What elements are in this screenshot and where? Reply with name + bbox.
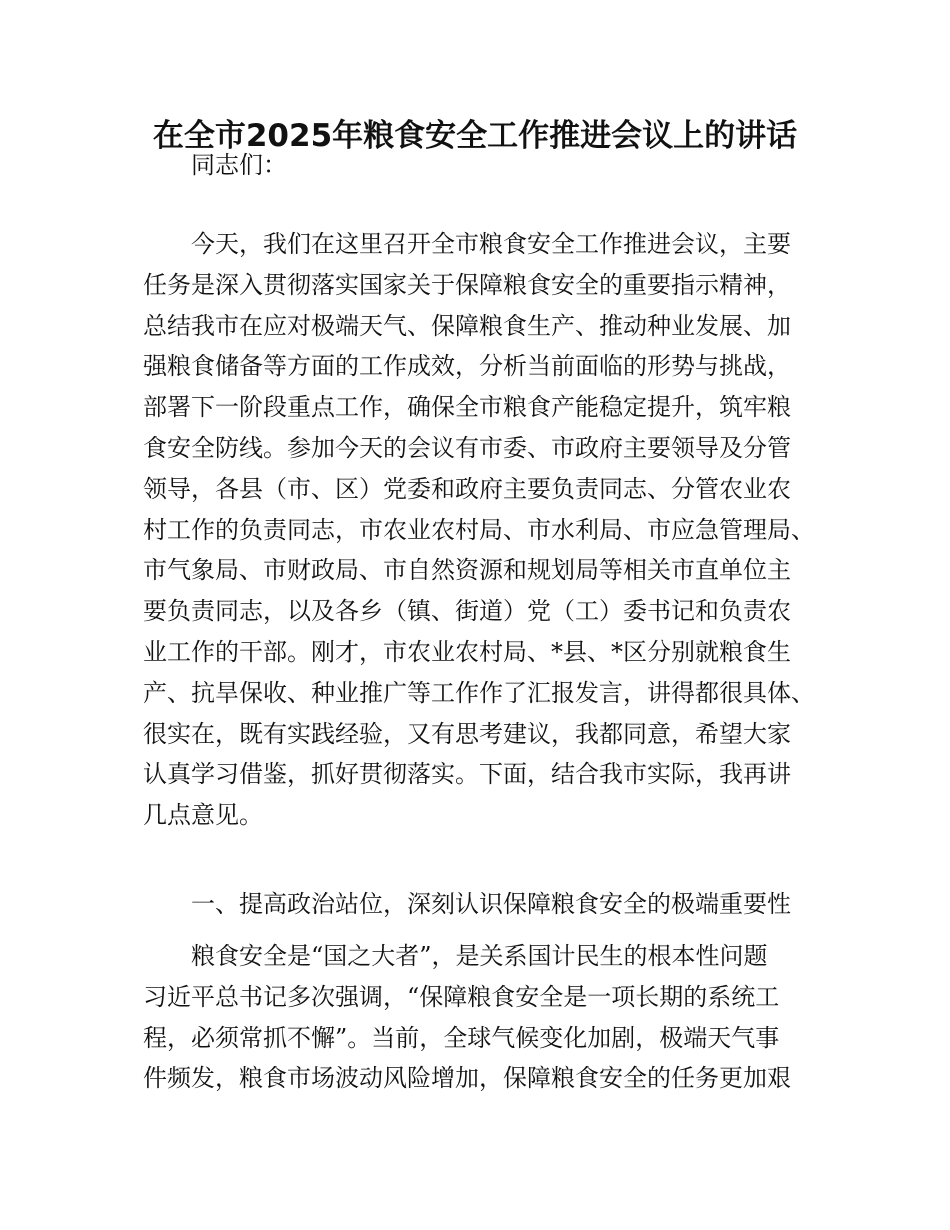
paragraph-1-line: 总结我市在应对极端天气、保障粮食生产、推动种业发展、加	[143, 311, 791, 340]
greeting: 同志们：	[191, 151, 287, 179]
paragraph-1-line: 业工作的干部。刚才，市农业农村局、*县、*区分别就粮食生	[143, 637, 791, 666]
paragraph-1-line: 产、抗旱保收、种业推广等工作作了汇报发言，讲得都很具体、	[143, 678, 815, 707]
paragraph-1-line: 几点意见。	[143, 801, 263, 830]
paragraph-1-line: 认真学习借鉴，抓好贯彻落实。下面，结合我市实际，我再讲	[143, 760, 791, 789]
paragraph-1-line: 市气象局、市财政局、市自然资源和规划局等相关市直单位主	[143, 556, 791, 585]
paragraph-2	[143, 936, 823, 1099]
paragraph-1	[143, 224, 823, 836]
paragraph-1-line: 很实在，既有实践经验，又有思考建议，我都同意，希望大家	[143, 719, 791, 748]
paragraph-1-line: 今天，我们在这里召开全市粮食安全工作推进会议，主要	[191, 230, 791, 258]
paragraph-2-line: 程，必须常抓不懈”。当前，全球气候变化加剧，极端天气事	[143, 1023, 780, 1052]
paragraph-2-line: 件频发，粮食市场波动风险增加，保障粮食安全的任务更加艰	[143, 1064, 791, 1093]
paragraph-2-line: 习近平总书记多次强调，“保障粮食安全是一项长期的系统工	[143, 982, 780, 1011]
paragraph-1-line: 食安全防线。参加今天的会议有市委、市政府主要领导及分管	[143, 433, 791, 462]
paragraph-2-line: 粮食安全是“国之大者”，是关系国计民生的根本性问题	[191, 942, 768, 970]
paragraph-1-line: 强粮食储备等方面的工作成效，分析当前面临的形势与挑战，	[143, 352, 791, 381]
paragraph-1-line: 要负责同志，以及各乡（镇、街道）党（工）委书记和负责农	[143, 597, 791, 626]
section-heading-1: 一、提高政治站位，深刻认识保障粮食安全的极端重要性	[191, 890, 791, 918]
paragraph-1-line: 村工作的负责同志，市农业农村局、市水利局、市应急管理局、	[143, 515, 815, 544]
paragraph-1-line: 部署下一阶段重点工作，确保全市粮食产能稳定提升，筑牢粮	[143, 393, 791, 422]
paragraph-1-line: 领导，各县（市、区）党委和政府主要负责同志、分管农业农	[143, 474, 791, 503]
section-heading-1-block	[143, 884, 823, 925]
greeting-block	[143, 145, 823, 186]
document-title: 在全市2025年粮食安全工作推进会议上的讲话	[152, 118, 798, 154]
paragraph-1-line: 任务是深入贯彻落实国家关于保障粮食安全的重要指示精神，	[143, 270, 791, 299]
